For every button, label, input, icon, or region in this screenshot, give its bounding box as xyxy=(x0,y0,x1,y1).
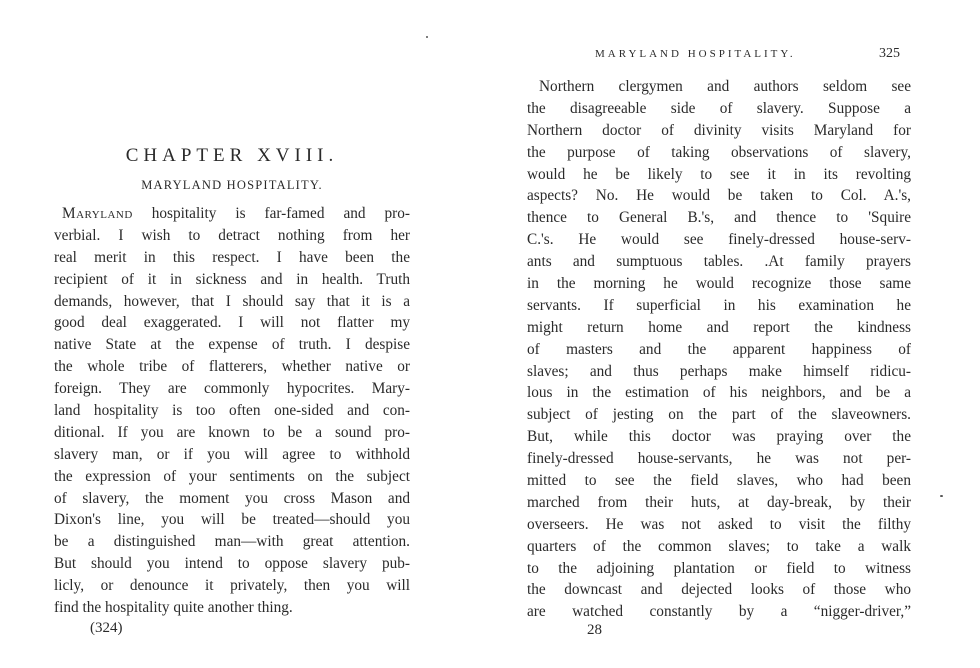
text-line: good deal exaggerated. I will not flatter my xyxy=(54,314,410,332)
page-number-left: (324) xyxy=(90,620,123,636)
chapter-title: CHAPTER XVIII. xyxy=(125,145,339,166)
opening-word: Maryland xyxy=(62,205,133,222)
text-line: be a distinguished man—with great attention. xyxy=(54,533,410,551)
text-line: the disagreeable side of slavery. Suppose a xyxy=(527,99,911,117)
running-head: MARYLAND HOSPITALITY. xyxy=(595,48,796,60)
chapter-subtitle: MARYLAND HOSPITALITY. xyxy=(141,178,323,192)
text-line: the purpose of taking observations of slavery, xyxy=(527,143,911,161)
text-line: finely-dressed house-servants, he was not per- xyxy=(527,450,911,468)
text-line: to the adjoining plantation or field to witness xyxy=(527,559,911,577)
text-line: real merit in this respect. I have been the xyxy=(54,248,410,266)
text-line: But should you intend to oppose slavery pub- xyxy=(54,555,410,573)
text-line: slavery man, or if you will agree to withhold xyxy=(54,445,410,463)
text-line: might return home and report the kindness xyxy=(527,318,911,336)
text-line: in the morning he would recognize those same xyxy=(527,275,911,293)
text-line: aspects? No. He would be taken to Col. A.'s, xyxy=(527,187,911,205)
text-line: of slavery, the moment you cross Mason and xyxy=(54,489,410,507)
text-line: Dixon's line, you will be treated—should you xyxy=(54,511,410,529)
text-line: of masters and the apparent happiness of xyxy=(527,340,911,358)
text-line: C.'s. He would see finely-dressed house-serv- xyxy=(527,231,911,249)
left-page-text xyxy=(54,203,410,619)
right-page-text xyxy=(527,76,911,623)
text-line xyxy=(54,203,410,225)
text-line: lous in the estimation of his neighbors, and be a xyxy=(527,384,911,402)
text-line: Northern clergymen and authors seldom see xyxy=(539,78,911,95)
text-line: servants. If superficial in his examination he xyxy=(527,296,911,314)
text-line: slaves; and thus perhaps make himself ridicu- xyxy=(527,362,911,380)
text-line: licly, or denounce it privately, then you will xyxy=(54,577,410,595)
text-line: the expression of your sentiments on the subject xyxy=(54,467,410,485)
scan-speck xyxy=(940,495,943,497)
text-line: ants and sumptuous tables. .At family prayers xyxy=(527,253,911,271)
text-line: quarters of the common slaves; to take a walk xyxy=(527,537,911,555)
text-line: thence to General B.'s, and thence to 'Squire xyxy=(527,209,911,227)
text-line: the downcast and dejected looks of those who xyxy=(527,581,911,599)
text-line: would he be likely to see it in its revolting xyxy=(527,165,911,183)
text-line: verbial. I wish to detract nothing from her xyxy=(54,226,410,244)
text-line: mitted to see the field slaves, who had been xyxy=(527,472,911,490)
text-line: But, while this doctor was praying over the xyxy=(527,428,911,446)
page-number-right: 325 xyxy=(879,46,900,61)
scan-speck xyxy=(426,36,428,38)
text-line: marched from their huts, at day-break, by their xyxy=(527,493,911,511)
text-line: are watched constantly by a “nigger-driver,” xyxy=(527,603,911,621)
text-line: subject of jesting on the part of the slaveowners. xyxy=(527,406,911,424)
text-line: the whole tribe of flatterers, whether native or xyxy=(54,358,410,376)
text-line: Northern doctor of divinity visits Maryland for xyxy=(527,121,911,139)
left-page xyxy=(54,0,410,668)
text-line: recipient of it in sickness and in health. Truth xyxy=(54,270,410,288)
text-line: ditional. If you are known to be a sound pro- xyxy=(54,423,410,441)
text-line: find the hospitality quite another thing. xyxy=(54,599,293,617)
text-line: foreign. They are commonly hypocrites. Mary- xyxy=(54,380,410,398)
text-line-content: hospitality is far-famed and pro- xyxy=(132,205,410,222)
right-page xyxy=(527,0,911,668)
signature-mark: 28 xyxy=(587,622,602,638)
text-line: land hospitality is too often one-sided and con- xyxy=(54,402,410,420)
text-line: overseers. He was not asked to visit the filthy xyxy=(527,515,911,533)
text-line: demands, however, that I should say that it is a xyxy=(54,292,410,310)
text-line: native State at the expense of truth. I despise xyxy=(54,336,410,354)
